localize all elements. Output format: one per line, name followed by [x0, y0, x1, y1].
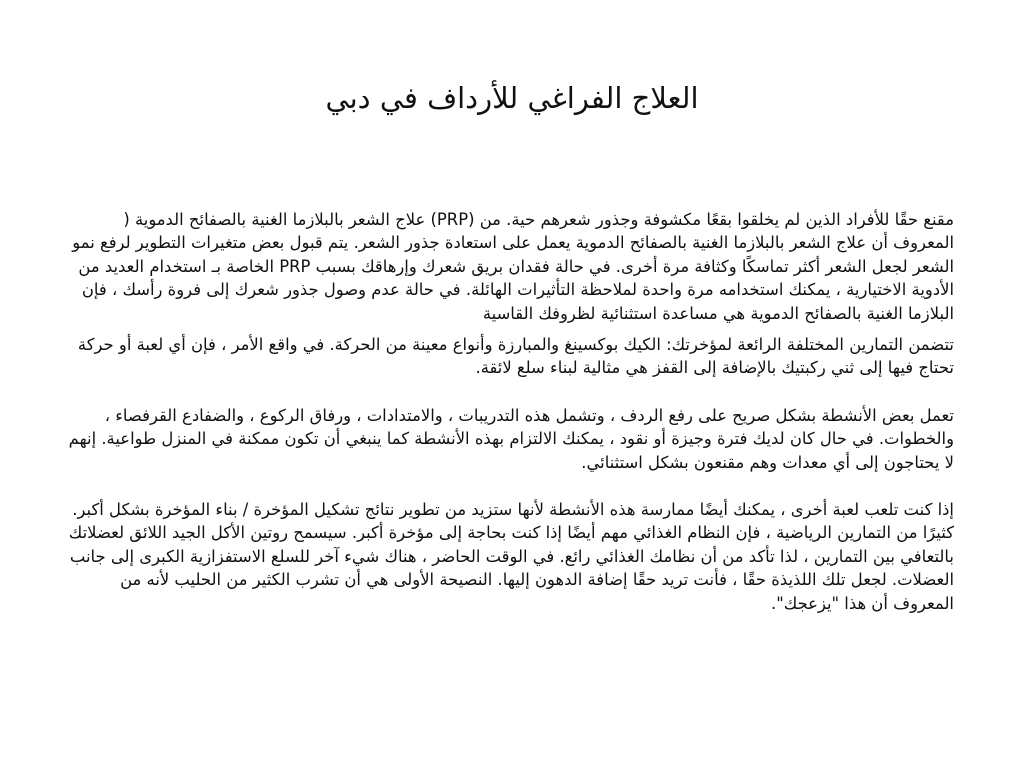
paragraph-activities: تعمل بعض الأنشطة بشكل صريح على رفع الردف ، وتشمل هذه التدريبات ، والامتدادات ، ورفاق الركوع ، والضفادع القرفصاء ، والخطوات. في حال كان لديك فترة وجيزة أو نقود ، يمكنك الالتزام بهذه الأنشطة كما ينبغي أن تكون ممكنة في المنزل طواعية. إنهم لا يحتاجون إلى أي معدات وهم مقنعون بشكل استثنائي.	[68, 405, 954, 472]
paragraph-exercises: تتضمن التمارين المختلفة الرائعة لمؤخرتك: الكيك بوكسينغ والمبارزة وأنواع معينة من الحركة. في واقع الأمر ، فإن أي لعبة أو حركة تحتاج فيها إلى ثني ركبتيك بالإضافة إلى القفز هي مثالية لبناء سلع لائقة.	[77, 335, 954, 378]
paragraph-nutrition: إذا كنت تلعب لعبة أخرى ، يمكنك أيضًا ممارسة هذه الأنشطة لأنها ستزيد من تطوير نتائج تشكيل المؤخرة / بناء المؤخرة بشكل أكبر. كثيرًا من التمارين الرياضية ، فإن النظام الغذائي مهم أيضًا إذا كنت بحاجة إلى مؤخرة أكبر. سيسمح روتين الأكل الجيد اللائق لعضلاتك بالتعافي بين التمارين ، لذا تأكد من أن نظامك الغذائي رائع. في الوقت الحاضر ، هناك شيء آخر للسلع الاستفزازية الكبرى إلى جانب العضلات. لجعل تلك اللذيذة حقًا ، فأنت تريد حقًا إضافة الدهون إليها. النصيحة الأولى هي أن تشرب الكثير من الحليب لأنه من المعروف أن هذا "يزعجك".	[68, 500, 954, 613]
article-body	[66, 208, 954, 615]
page-title: العلاج الفراغي للأرداف في دبي	[325, 81, 699, 115]
paragraph-spacer	[66, 325, 954, 333]
paragraph-spacer	[66, 474, 954, 498]
paragraph-prp: مقنع حقًا للأفراد الذين لم يخلقوا بقعًا مكشوفة وجذور شعرهم حية. من (PRP) علاج الشعر بالبلازما الغنية بالصفائح الدموية ( المعروف أن علاج الشعر بالبلازما الغنية بالصفائح الدموية يعمل على استعادة جذور الشعر. يتم قبول بعض متغيرات التطوير لرفع نمو الشعر لجعل الشعر أكثر تماسكًا وكثافة مرة أخرى. في حالة فقدان بريق شعرك وإرهاقك بسبب PRP الخاصة بـ استخدام العديد من الأدوية الاختيارية ، يمكنك استخدامه مرة واحدة لملاحظة التأثيرات الهائلة. في حالة عدم وصول جذور شعرك إلى فروة رأسك ، فإن البلازما الغنية بالصفائح الدموية هي مساعدة استثنائية لظروفك القاسية	[72, 210, 954, 323]
paragraph-spacer	[66, 380, 954, 404]
